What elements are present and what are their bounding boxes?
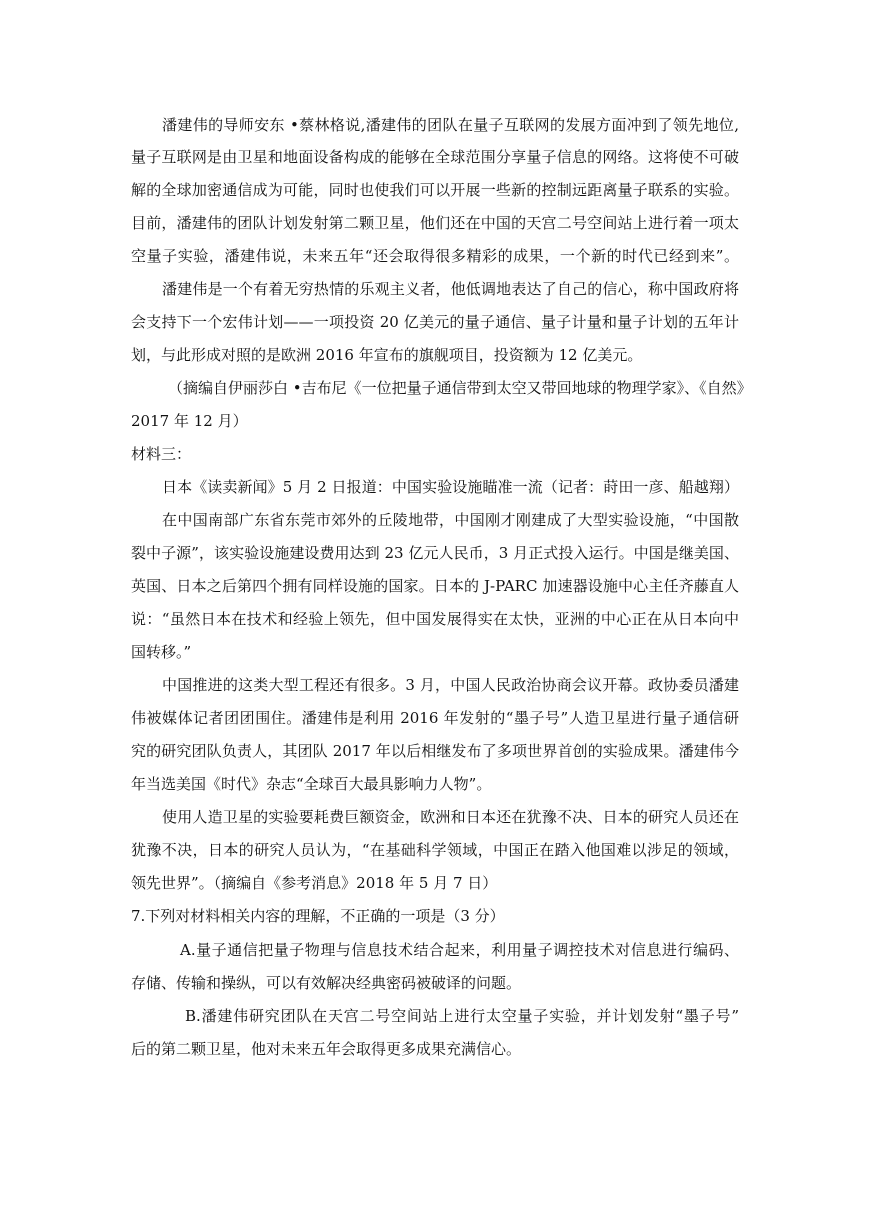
text-line: （摘编自伊丽莎白 •吉布尼《一位把量子通信带到太空又带回地球的物理学家》、《自然》 [168,379,752,397]
text-line: 中国推进的这类大型工程还有很多。3 月，中国人民政治协商会议开幕。政协委员潘建 [162,676,739,694]
text-line: 伟被媒体记者团团围住。潘建伟是利用 2016 年发射的“墨子号”人造卫星进行量子通信研 [131,709,739,727]
text-line: 2017 年 12 月） [131,412,248,430]
text-line: 犹豫不决，日本的研究人员认为，“在基础科学领域，中国正在踏入他国难以涉足的领域， [131,841,739,859]
text-line: 究的研究团队负责人，其团队 2017 年以后相继发布了多项世界首创的实验成果。潘建伟今 [131,742,739,760]
text-line: 使用人造卫星的实验要耗费巨额资金，欧洲和日本还在犹豫不决、日本的研究人员还在 [162,808,739,826]
text-line: 存储、传输和操纵，可以有效解决经典密码被破译的问题。 [131,974,522,992]
text-line: 英国、日本之后第四个拥有同样设施的国家。日本的 J-PARC 加速器设施中心主任齐藤直人 [131,577,739,595]
question-7: 7.下列对材料相关内容的理解，不正确的一项是（3 分） [131,907,505,925]
text-line: 潘建伟是一个有着无穷热情的乐观主义者，他低调地表达了自己的信心，称中国政府将 [162,280,739,298]
text-line: 裂中子源”，该实验设施建设费用达到 23 亿元人民币，3 月正式投入运行。中国是继美国、 [131,544,739,562]
text-line: 目前，潘建伟的团队计划发射第二颗卫星，他们还在中国的天宫二号空间站上进行着一项太 [131,214,739,232]
text-line: A.量子通信把量子物理与信息技术结合起来，利用量子调控技术对信息进行编码、 [180,941,739,959]
text-line: 后的第二颗卫星，他对未来五年会取得更多成果充满信心。 [131,1040,522,1058]
text-line: 会支持下一个宏伟计划——一项投资 20 亿美元的量子通信、量子计量和量子计划的五年计 [131,313,739,331]
text-line: 国转移。” [131,643,192,661]
text-line: 量子互联网是由卫星和地面设备构成的能够在全球范围分享量子信息的网络。这将使不可破 [131,148,739,166]
text-line: 解的全球加密通信成为可能，同时也使我们可以开展一些新的控制远距离量子联系的实验。 [131,181,739,199]
text-line: B.潘建伟研究团队在天宫二号空间站上进行太空量子实验，并计划发射“墨子号” [185,1007,739,1025]
text-line: 领先世界”。（摘编自《参考消息》2018 年 5 月 7 日） [131,874,498,892]
text-line: 年当选美国《时代》杂志“全球百大最具影响力人物”。 [131,775,492,793]
text-line: 说：“虽然日本在技术和经验上领先，但中国发展得实在太快，亚洲的中心正在从日本向中 [131,610,739,628]
news-source-line: 日本《读卖新闻》5 月 2 日报道：中国实验设施瞄准一流（记者：莳田一彦、船越翔） [162,478,739,496]
text-line: 划，与此形成对照的是欧洲 2016 年宣布的旗舰项目，投资额为 12 亿美元。 [131,346,643,364]
text-line: 空量子实验，潘建伟说，未来五年“还会取得很多精彩的成果，一个新的时代已经到来”。 [131,247,739,265]
section-heading: 材料三： [131,445,192,463]
text-line: 在中国南部广东省东莞市郊外的丘陵地带，中国刚才刚建成了大型实验设施，“中国散 [162,511,739,529]
text-line: 潘建伟的导师安东 •蔡林格说,潘建伟的团队在量子互联网的发展方面冲到了领先地位, [162,116,739,134]
